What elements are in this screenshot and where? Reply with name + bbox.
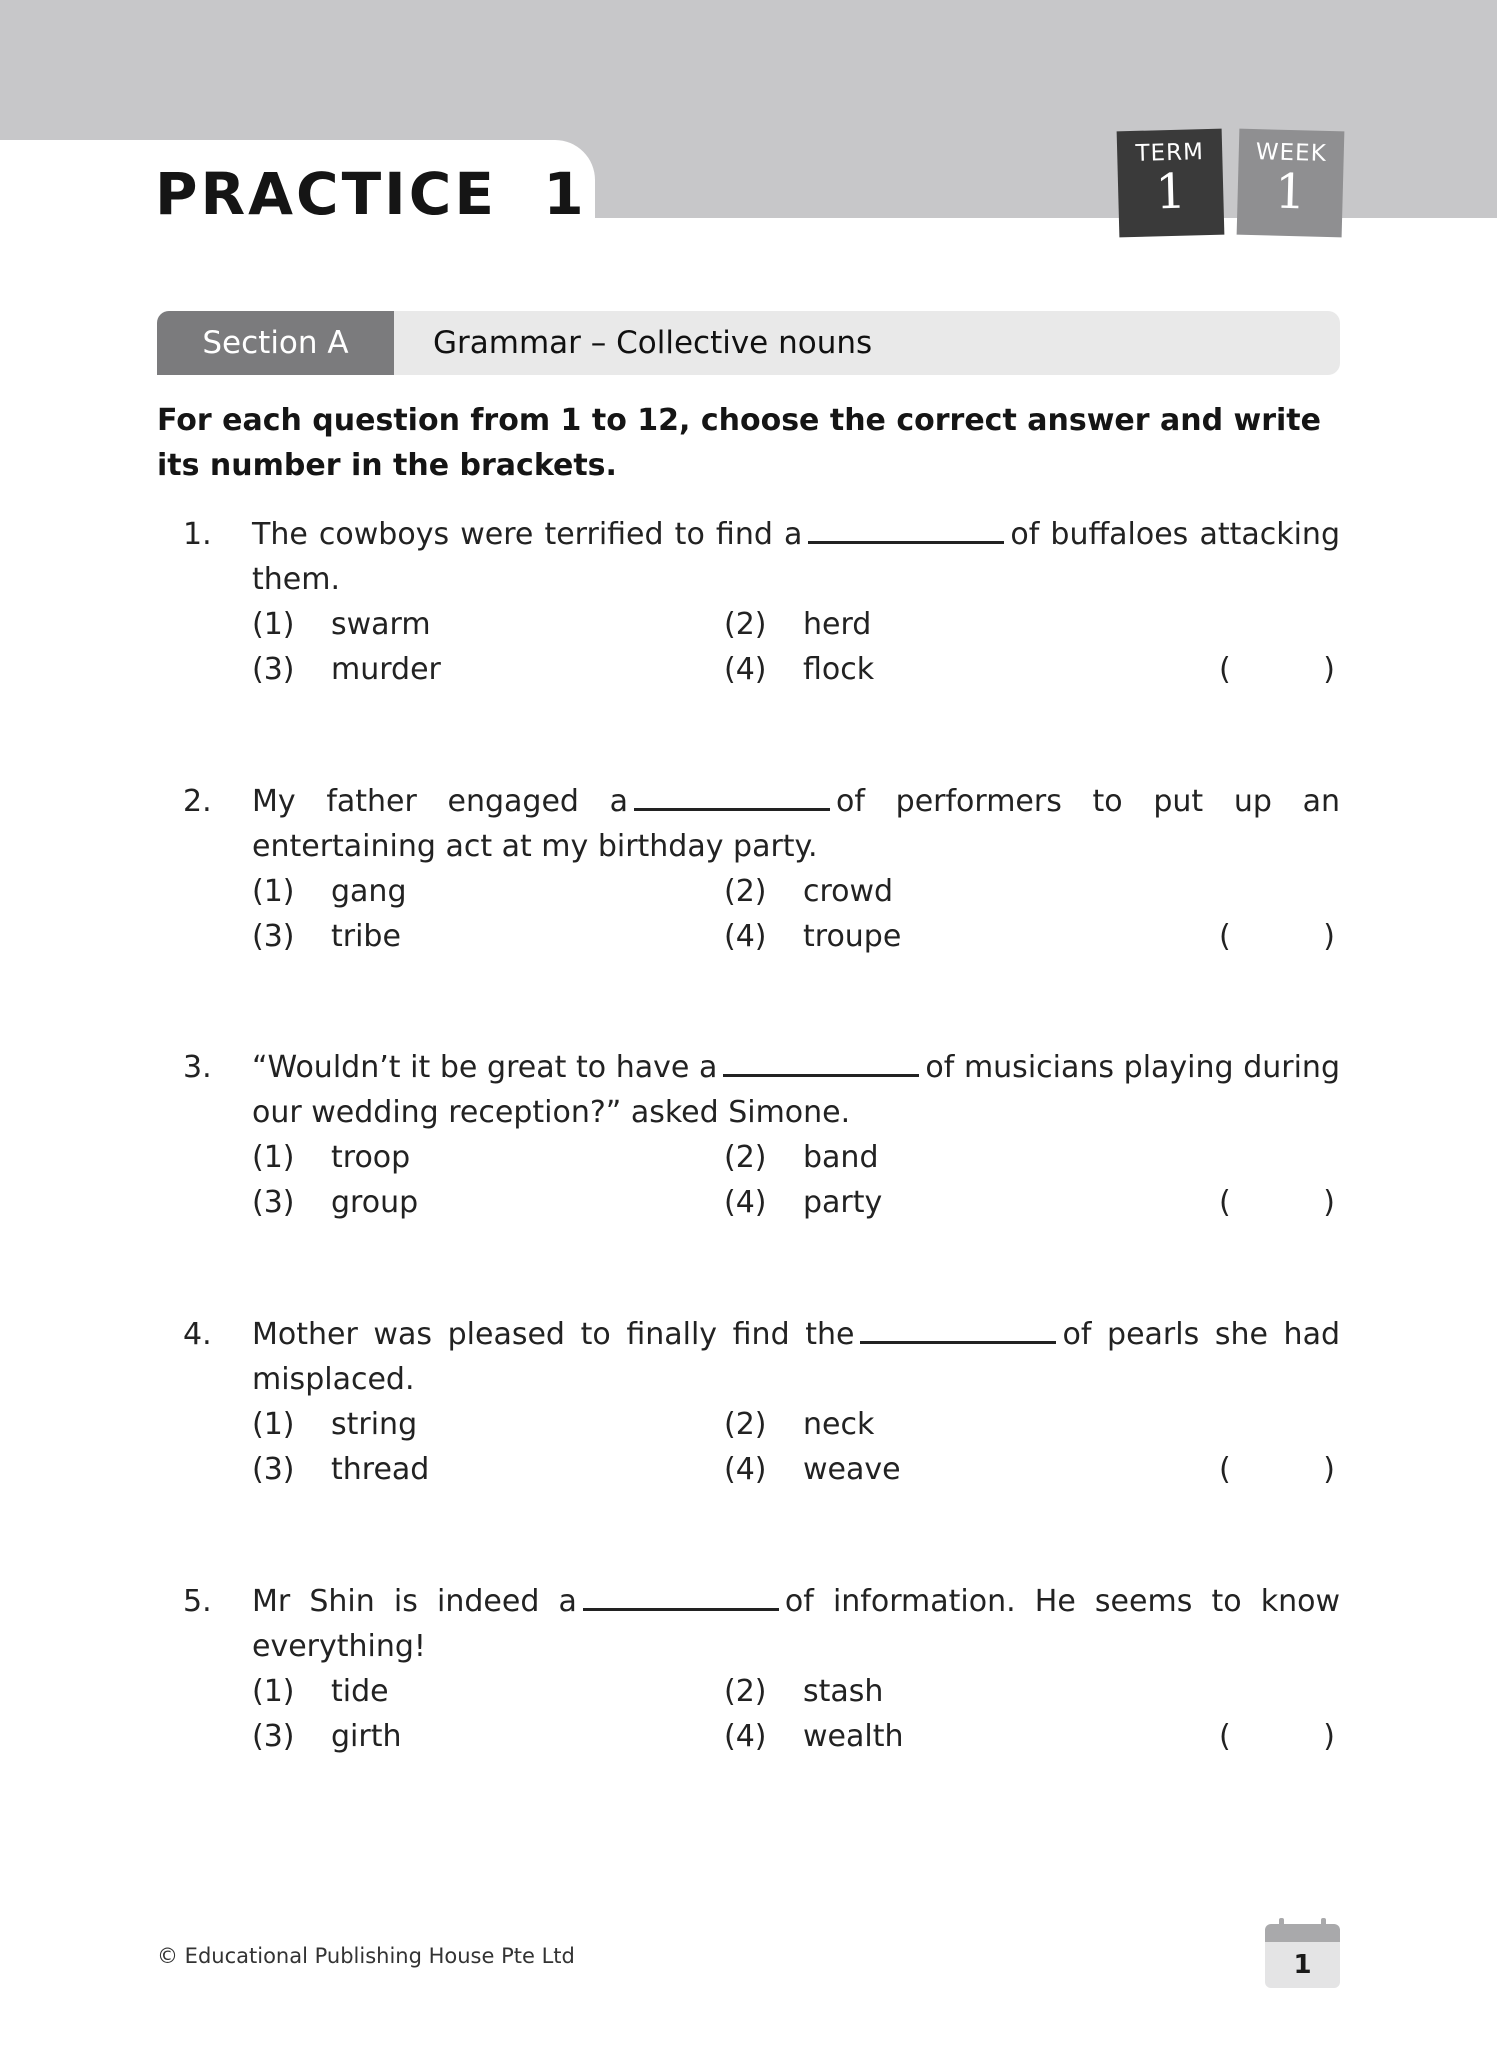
question-stem xyxy=(252,1312,1340,1402)
stem-before: The cowboys were terrified to find a xyxy=(252,517,803,552)
answer-blank xyxy=(634,786,830,811)
option-text: party xyxy=(803,1185,883,1220)
bracket-open: ( xyxy=(1219,652,1231,687)
option-text: thread xyxy=(331,1452,430,1487)
term-badge xyxy=(1117,129,1225,238)
option-text: troop xyxy=(331,1140,411,1175)
question-5 xyxy=(157,1579,1340,1759)
option-text: herd xyxy=(803,607,872,642)
question-number: 1. xyxy=(183,517,212,552)
question-3 xyxy=(157,1045,1340,1225)
calendar-ring xyxy=(1279,1918,1284,1932)
option-number: (1) xyxy=(252,1140,295,1175)
week-number: 1 xyxy=(1274,163,1307,221)
answer-bracket[interactable] xyxy=(1219,1180,1335,1225)
answer-blank xyxy=(860,1319,1056,1344)
option-number: (4) xyxy=(724,919,767,954)
question-4 xyxy=(157,1312,1340,1492)
stem-after: of information. He seems to know everything! xyxy=(252,1584,1340,1664)
option-number: (2) xyxy=(724,1674,767,1709)
bracket-close: ) xyxy=(1323,1452,1335,1487)
bracket-close: ) xyxy=(1323,1185,1335,1220)
stem-after: of musicians playing during our wedding reception?” asked Simone. xyxy=(252,1050,1340,1130)
answer-bracket[interactable] xyxy=(1219,1714,1335,1759)
question-stem xyxy=(252,1045,1340,1135)
option-row xyxy=(157,1447,1340,1492)
option-text: gang xyxy=(331,874,407,909)
option-number: (4) xyxy=(724,652,767,687)
option-text: tide xyxy=(331,1674,389,1709)
option-number: (3) xyxy=(252,1452,295,1487)
question-number: 2. xyxy=(183,784,212,819)
calendar-icon xyxy=(1265,1918,1340,1988)
question-stem xyxy=(252,1579,1340,1669)
calendar-ring xyxy=(1321,1918,1326,1932)
option-row xyxy=(157,602,1340,647)
option-text: weave xyxy=(803,1452,901,1487)
instructions: For each question from 1 to 12, choose the correct answer and write its number in the brackets. xyxy=(157,403,1321,483)
option-number: (2) xyxy=(724,1140,767,1175)
stem-before: “Wouldn’t it be great to have a xyxy=(252,1050,718,1085)
answer-bracket[interactable] xyxy=(1219,1447,1335,1492)
option-row xyxy=(157,1180,1340,1225)
option-number: (1) xyxy=(252,1674,295,1709)
option-text: band xyxy=(803,1140,879,1175)
option-number: (3) xyxy=(252,1719,295,1754)
option-text: tribe xyxy=(331,919,401,954)
question-number: 5. xyxy=(183,1584,212,1619)
option-text: flock xyxy=(803,652,875,687)
question-stem xyxy=(252,779,1340,869)
question-number: 4. xyxy=(183,1317,212,1352)
answer-blank xyxy=(808,519,1004,544)
section-topic: Grammar – Collective nouns xyxy=(433,325,873,361)
option-text: girth xyxy=(331,1719,402,1754)
option-number: (2) xyxy=(724,874,767,909)
question-1 xyxy=(157,512,1340,692)
option-row xyxy=(157,1714,1340,1759)
option-number: (3) xyxy=(252,1185,295,1220)
stem-after: of buffaloes attacking them. xyxy=(252,517,1340,597)
stem-after: of pearls she had misplaced. xyxy=(252,1317,1340,1397)
option-number: (2) xyxy=(724,607,767,642)
question-2 xyxy=(157,779,1340,959)
option-row xyxy=(157,647,1340,692)
option-number: (4) xyxy=(724,1452,767,1487)
calendar-header xyxy=(1265,1924,1340,1942)
answer-bracket[interactable] xyxy=(1219,647,1335,692)
option-text: group xyxy=(331,1185,419,1220)
option-text: murder xyxy=(331,652,441,687)
bracket-open: ( xyxy=(1219,1452,1231,1487)
option-text: stash xyxy=(803,1674,884,1709)
bracket-open: ( xyxy=(1219,1185,1231,1220)
bracket-open: ( xyxy=(1219,1719,1231,1754)
week-label: WEEK xyxy=(1255,139,1328,167)
term-number: 1 xyxy=(1154,163,1187,221)
option-text: troupe xyxy=(803,919,902,954)
section-label: Section A xyxy=(157,311,394,375)
option-row xyxy=(157,1402,1340,1447)
question-stem xyxy=(252,512,1340,602)
option-number: (3) xyxy=(252,919,295,954)
stem-after: of performers to put up an entertaining act at my birthday party. xyxy=(252,784,1340,864)
bracket-close: ) xyxy=(1323,919,1335,954)
option-row xyxy=(157,1669,1340,1714)
page-number: 1 xyxy=(1293,1950,1312,1980)
option-number: (2) xyxy=(724,1407,767,1442)
bracket-close: ) xyxy=(1323,1719,1335,1754)
stem-before: My father engaged a xyxy=(252,784,629,819)
question-number: 3. xyxy=(183,1050,212,1085)
option-number: (1) xyxy=(252,874,295,909)
option-number: (3) xyxy=(252,652,295,687)
option-row xyxy=(157,1135,1340,1180)
option-text: wealth xyxy=(803,1719,904,1754)
answer-blank xyxy=(583,1586,779,1611)
answer-bracket[interactable] xyxy=(1219,914,1335,959)
option-text: neck xyxy=(803,1407,875,1442)
stem-before: Mr Shin is indeed a xyxy=(252,1584,577,1619)
option-number: (1) xyxy=(252,607,295,642)
option-text: string xyxy=(331,1407,418,1442)
option-row xyxy=(157,869,1340,914)
option-number: (4) xyxy=(724,1719,767,1754)
option-text: crowd xyxy=(803,874,894,909)
option-number: (4) xyxy=(724,1185,767,1220)
bracket-open: ( xyxy=(1219,919,1231,954)
option-row xyxy=(157,914,1340,959)
answer-blank xyxy=(723,1052,919,1077)
term-label: TERM xyxy=(1135,139,1205,167)
stem-before: Mother was pleased to finally find the xyxy=(252,1317,855,1352)
copyright-text: © Educational Publishing House Pte Ltd xyxy=(157,1944,575,1968)
option-number: (1) xyxy=(252,1407,295,1442)
week-badge xyxy=(1237,129,1345,238)
bracket-close: ) xyxy=(1323,652,1335,687)
page-title: PRACTICE 1 xyxy=(155,160,587,228)
option-text: swarm xyxy=(331,607,431,642)
